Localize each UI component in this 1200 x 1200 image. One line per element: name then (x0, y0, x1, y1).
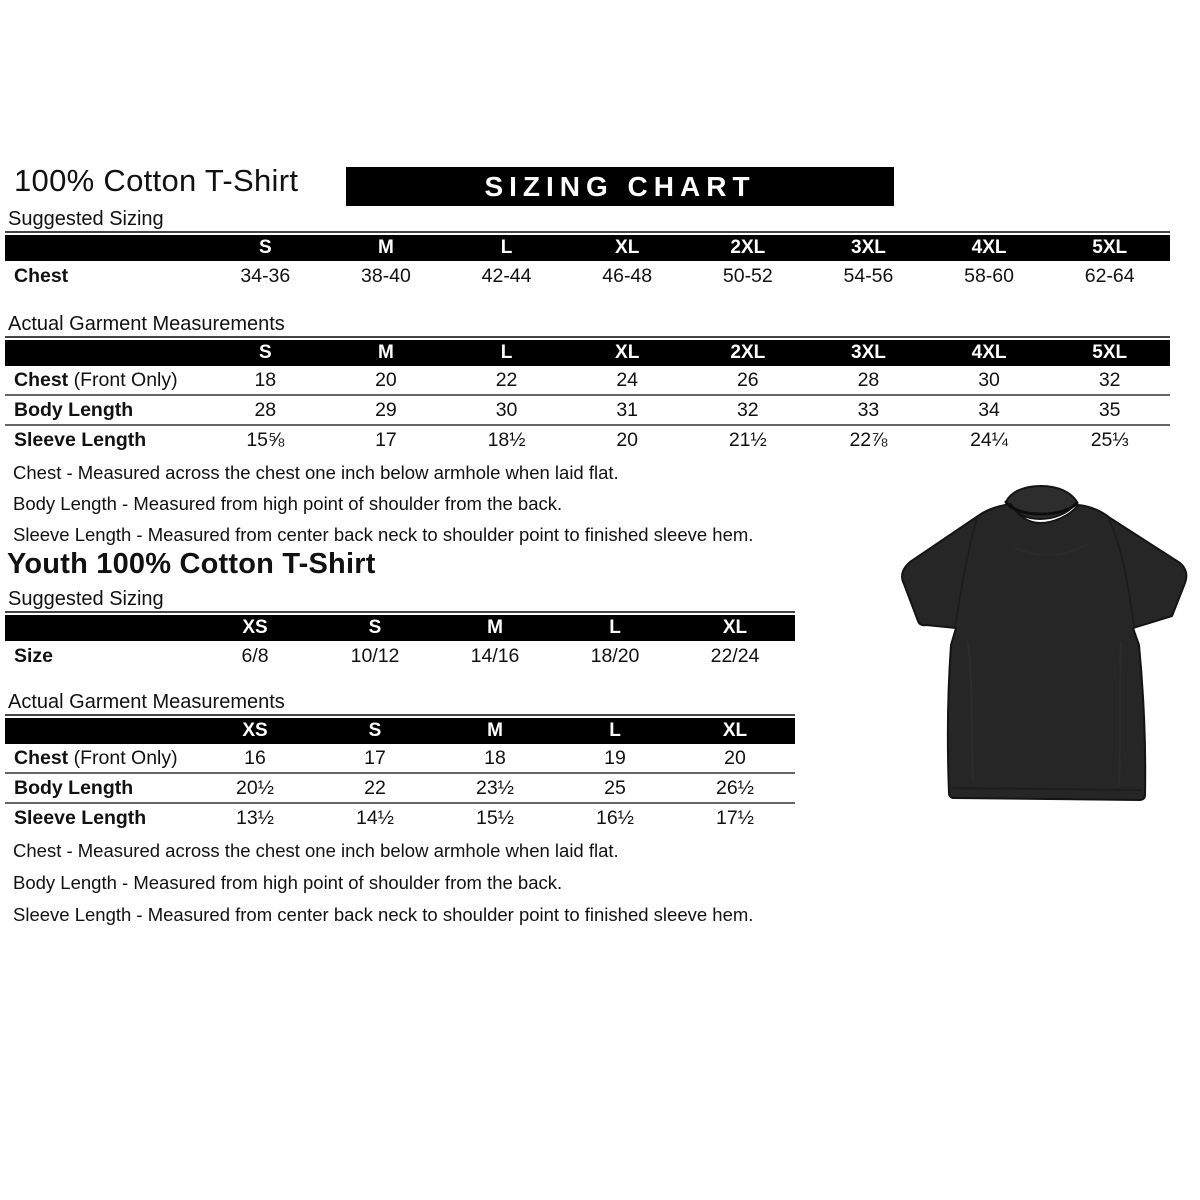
cell-value: 18 (484, 746, 506, 769)
note-chest: Chest - Measured across the chest one inch below armhole when laid flat. (13, 462, 619, 483)
note-chest: Chest - Measured across the chest one inch below armhole when laid flat. (13, 840, 619, 861)
cell-value: 15½ (476, 806, 514, 829)
column-header-l: L (500, 342, 513, 363)
adult-actual-measurements-label: Actual Garment Measurements (8, 313, 285, 335)
cell-value: 6/8 (241, 645, 269, 667)
row-label: Chest (14, 265, 69, 287)
cell-value: 50-52 (722, 265, 773, 287)
column-header-xl: XL (615, 237, 640, 258)
cell-value: 15⅝ (246, 428, 285, 451)
cell-value: 19 (604, 746, 626, 769)
column-header-s: S (258, 342, 272, 363)
table-row (5, 744, 795, 772)
cell-value: 25 (604, 776, 626, 799)
table-row (5, 641, 795, 672)
column-header-5xl: 5XL (1092, 237, 1128, 258)
column-header-3xl: 3XL (851, 237, 886, 258)
table-row (5, 802, 795, 832)
cell-value: 18½ (487, 428, 526, 451)
cell-value: 10/12 (350, 645, 400, 667)
cell-value: 17 (375, 428, 397, 451)
column-header-l: L (500, 237, 513, 258)
cell-value: 28 (254, 398, 277, 421)
cell-value: 20 (375, 368, 397, 391)
table-header-row (5, 235, 1170, 261)
table-header-row (5, 718, 795, 744)
cell-value: 13½ (236, 806, 274, 829)
row-label: Body Length (14, 776, 134, 799)
cell-value: 22 (495, 368, 518, 391)
row-label: Chest (Front Only) (14, 368, 178, 391)
cell-value: 14½ (356, 806, 394, 829)
cell-value: 34-36 (240, 265, 291, 287)
row-label: Chest (Front Only) (14, 746, 178, 769)
column-header-m: M (487, 720, 503, 741)
cell-value: 26½ (716, 776, 754, 799)
column-header-s: S (368, 720, 382, 741)
column-header-3xl: 3XL (851, 342, 886, 363)
cell-value: 30 (978, 368, 1000, 391)
note-body-length: Body Length - Measured from high point of shoulder from the back. (13, 493, 563, 514)
cell-value: 26 (736, 368, 759, 391)
column-header-s: S (368, 617, 382, 638)
column-header-m: M (487, 617, 503, 638)
cell-value: 28 (857, 368, 880, 391)
youth-page-title: Youth 100% Cotton T-Shirt (7, 548, 376, 580)
column-header-m: M (378, 237, 394, 258)
sizing-chart-banner-text: SIZING CHART (484, 170, 756, 202)
column-header-xl: XL (722, 617, 748, 638)
cell-value: 18 (254, 368, 277, 391)
row-label: Body Length (14, 398, 134, 421)
table-row (5, 366, 1170, 394)
table-row (5, 261, 1170, 292)
youth-suggested-sizing-table (5, 611, 795, 672)
table-row (5, 772, 795, 802)
adult-actual-measurements-table (5, 336, 1170, 454)
youth-suggested-sizing-label: Suggested Sizing (8, 588, 164, 610)
sizing-chart-banner (346, 167, 894, 206)
black-tshirt-image (893, 477, 1198, 817)
cell-value: 32 (1098, 368, 1121, 391)
note-body-length: Body Length - Measured from high point of shoulder from the back. (13, 872, 563, 893)
cell-value: 22 (364, 776, 386, 799)
table-header-row (5, 615, 795, 641)
cell-value: 23½ (476, 776, 514, 799)
column-header-2xl: 2XL (730, 237, 766, 258)
youth-measurement-notes (13, 840, 753, 936)
column-header-xs: XS (242, 617, 268, 638)
cell-value: 30 (495, 398, 518, 421)
cell-value: 17½ (716, 806, 754, 829)
cell-value: 18/20 (590, 645, 640, 667)
cell-value: 35 (1098, 398, 1121, 421)
cell-value: 14/16 (470, 645, 520, 667)
cell-value: 62-64 (1084, 265, 1135, 287)
cell-value: 17 (364, 746, 386, 769)
cell-value: 20½ (236, 776, 274, 799)
cell-value: 54-56 (843, 265, 894, 287)
adult-measurement-notes (13, 462, 753, 555)
table-row (5, 394, 1170, 424)
youth-actual-measurements-label: Actual Garment Measurements (8, 691, 285, 713)
column-header-l: L (609, 720, 621, 741)
cell-value: 31 (616, 398, 639, 421)
table-header-row (5, 340, 1170, 366)
row-label: Size (14, 645, 54, 667)
cell-value: 16 (244, 746, 266, 769)
column-header-4xl: 4XL (971, 237, 1007, 258)
cell-value: 24 (616, 368, 639, 391)
column-header-xl: XL (722, 720, 748, 741)
page-title: 100% Cotton T-Shirt (14, 163, 299, 198)
cell-value: 20 (616, 428, 639, 451)
cell-value: 42-44 (481, 265, 532, 287)
cell-value: 25⅓ (1090, 428, 1129, 451)
column-header-2xl: 2XL (730, 342, 766, 363)
cell-value: 20 (724, 746, 746, 769)
cell-value: 34 (978, 398, 1000, 421)
adult-suggested-sizing-label: Suggested Sizing (8, 208, 164, 230)
cell-value: 46-48 (602, 265, 653, 287)
cell-value: 22/24 (710, 645, 760, 667)
column-header-xl: XL (615, 342, 640, 363)
cell-value: 24¼ (970, 428, 1009, 451)
cell-value: 22⅞ (849, 428, 888, 451)
cell-value: 29 (375, 398, 397, 421)
note-sleeve-length: Sleeve Length - Measured from center back neck to shoulder point to finished sleeve hem. (13, 904, 754, 925)
cell-value: 58-60 (964, 265, 1014, 287)
cell-value: 21½ (728, 428, 767, 451)
cell-value: 33 (857, 398, 880, 421)
column-header-l: L (609, 617, 621, 638)
note-sleeve-length: Sleeve Length - Measured from center back neck to shoulder point to finished sleeve hem. (13, 524, 754, 545)
cell-value: 32 (736, 398, 759, 421)
table-row (5, 424, 1170, 454)
column-header-s: S (258, 237, 272, 258)
column-header-4xl: 4XL (971, 342, 1007, 363)
cell-value: 16½ (596, 806, 634, 829)
column-header-xs: XS (242, 720, 268, 741)
column-header-m: M (378, 342, 394, 363)
row-label: Sleeve Length (14, 806, 147, 829)
adult-suggested-sizing-table (5, 231, 1170, 292)
youth-actual-measurements-table (5, 714, 795, 832)
column-header-5xl: 5XL (1092, 342, 1128, 363)
cell-value: 38-40 (361, 265, 411, 287)
row-label: Sleeve Length (14, 428, 147, 451)
